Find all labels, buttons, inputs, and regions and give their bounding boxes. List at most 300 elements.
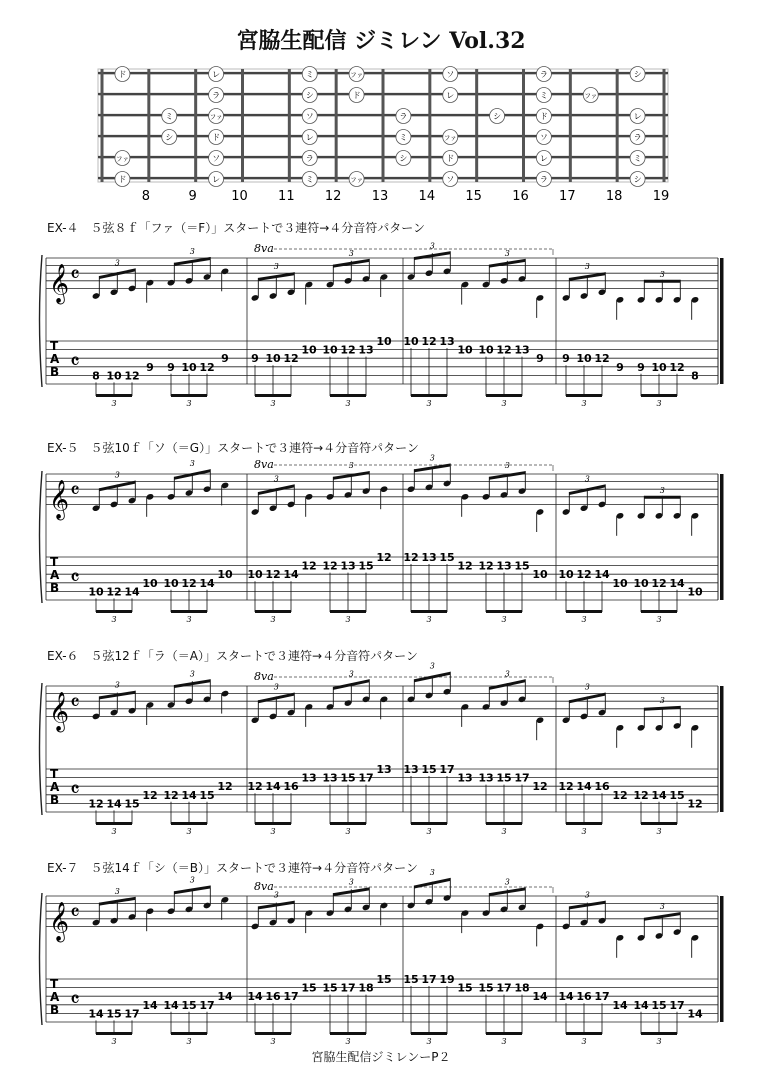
tab-fret-number: 12 (669, 360, 685, 374)
note-label: ファ (443, 134, 457, 142)
tab-fret-number: 15 (106, 1007, 122, 1021)
tab-beam (255, 822, 291, 825)
tab-fret-number: 13 (478, 771, 494, 785)
note-label: ラ (399, 112, 408, 121)
tab-fret-number: 14 (633, 998, 649, 1012)
note-label: レ (446, 91, 455, 100)
tab-tuplet-number: 3 (426, 1037, 432, 1046)
tuplet-number: 3 (504, 461, 510, 471)
tab-fret-number: 10 (265, 352, 281, 366)
tab-beam (486, 1032, 522, 1035)
tab-tuplet-number: 3 (186, 399, 192, 408)
note-label: ド (352, 91, 361, 100)
fret-wire (147, 69, 150, 182)
tab-time-signature: 𝄴 (70, 350, 80, 375)
tab-fret-number: 15 (496, 771, 512, 785)
tab-fret-number: 16 (283, 780, 299, 794)
tab-fret-number: 17 (340, 981, 356, 995)
tab-beam (486, 394, 522, 397)
tab-tuplet-number: 3 (186, 615, 192, 624)
fret-wire (569, 69, 572, 182)
tab-beam (411, 822, 447, 825)
tab-fret-number: 12 (124, 369, 140, 383)
time-signature: 𝄴 (70, 690, 80, 716)
tab-fret-number: 9 (637, 360, 645, 374)
fret-number: 14 (418, 189, 436, 204)
tab-beam (171, 394, 207, 397)
tab-fret-number: 15 (358, 559, 374, 573)
tab-fret-number: 12 (594, 352, 610, 366)
tab-tuplet-number: 3 (581, 827, 587, 836)
tab-beam (641, 394, 677, 397)
tab-tuplet-number: 3 (656, 827, 662, 836)
fret-number: 17 (559, 189, 576, 204)
tab-time-signature: 𝄴 (70, 778, 80, 803)
tab-fret-number: 14 (142, 998, 158, 1012)
tab-fret-number: 14 (651, 788, 667, 802)
tab-fret-number: 12 (340, 343, 356, 357)
tab-fret-number: 12 (558, 780, 574, 794)
tab-fret-number: 10 (633, 576, 649, 590)
tab-fret-number: 13 (403, 763, 419, 776)
system-bracket (40, 683, 43, 815)
tab-fret-number: 10 (88, 585, 104, 599)
note-label: ソ (446, 175, 455, 184)
tuplet-number: 3 (114, 258, 120, 268)
tuplet-number: 3 (584, 890, 590, 900)
fret-number: 8 (141, 189, 150, 204)
time-signature: 𝄴 (70, 478, 80, 504)
example-title: EX-４ ５弦８ｆ「ファ（＝F）」スタートで３連符→４分音符パターン (47, 221, 426, 235)
tab-fret-number: 12 (633, 788, 649, 802)
note-label: ファ (350, 176, 364, 184)
tab-tuplet-number: 3 (345, 827, 351, 836)
tab-beam (96, 394, 132, 397)
tab-fret-number: 12 (181, 576, 197, 590)
tab-fret-number: 14 (217, 990, 233, 1004)
fret-number: 10 (231, 189, 248, 204)
tab-fret-number: 17 (439, 763, 455, 776)
tab-tuplet-number: 3 (656, 399, 662, 408)
tab-clef-letter: A (50, 568, 60, 582)
tab-fret-number: 14 (687, 1007, 703, 1021)
tab-beam (566, 610, 602, 613)
tab-beam (641, 610, 677, 613)
tab-fret-number: 12 (612, 788, 628, 802)
tuplet-number: 3 (273, 682, 279, 692)
tab-fret-number: 13 (514, 343, 530, 357)
time-signature: 𝄴 (70, 900, 80, 926)
tab-fret-number: 15 (340, 771, 356, 785)
tab-fret-number: 17 (283, 990, 299, 1004)
tab-beam (255, 394, 291, 397)
tab-clef-letter: T (50, 555, 59, 569)
tab-fret-number: 14 (594, 568, 610, 582)
ottava-mark: 8va (254, 670, 274, 683)
note-label: ソ (539, 133, 548, 142)
tab-clef-letter: B (50, 793, 60, 807)
note-label: ド (539, 112, 548, 121)
tuplet-number: 3 (189, 875, 195, 885)
tuplet-number: 3 (429, 241, 435, 251)
note-label: ソ (305, 112, 314, 121)
tab-fret-number: 10 (181, 360, 197, 374)
tab-fret-number: 10 (403, 335, 419, 348)
tuplet-number: 3 (273, 474, 279, 484)
example-staff (0, 661, 762, 843)
system-bracket (40, 255, 43, 387)
fret-wire (241, 69, 244, 182)
tuplet-number: 3 (504, 877, 510, 887)
tuplet-number: 3 (584, 682, 590, 692)
tab-fret-number: 9 (251, 352, 259, 366)
fret-number: 16 (512, 189, 529, 204)
tuplet-number: 3 (429, 867, 435, 877)
tab-fret-number: 10 (532, 568, 548, 582)
tab-fret-number: 12 (199, 360, 215, 374)
tab-fret-number: 8 (691, 369, 699, 383)
ottava-mark: 8va (254, 458, 274, 471)
fret-number: 13 (371, 189, 389, 204)
tab-fret-number: 14 (558, 990, 574, 1004)
note-label: ファ (350, 71, 364, 79)
fret-number: 15 (465, 189, 482, 204)
tab-tuplet-number: 3 (345, 1037, 351, 1046)
page-title: 宮脇生配信 ジミレン Vol.32 (236, 28, 526, 54)
tab-beam (96, 1032, 132, 1035)
note-label: シ (633, 175, 642, 184)
tab-beam (330, 610, 366, 613)
note-label: ファ (115, 155, 129, 163)
tab-fret-number: 15 (301, 981, 317, 995)
tab-tuplet-number: 3 (581, 399, 587, 408)
note-label: ソ (446, 70, 455, 79)
tab-fret-number: 14 (576, 780, 592, 794)
tab-fret-number: 17 (199, 998, 215, 1012)
note-label: ミ (539, 91, 548, 100)
tab-tuplet-number: 3 (656, 1037, 662, 1046)
tab-beam (330, 1032, 366, 1035)
tab-fret-number: 12 (478, 559, 494, 573)
tab-fret-number: 15 (322, 981, 338, 995)
fret-wire (475, 69, 478, 182)
tuplet-number: 3 (504, 248, 510, 258)
tab-beam (171, 1032, 207, 1035)
tab-fret-number: 12 (457, 559, 473, 573)
tab-fret-number: 10 (247, 568, 263, 582)
tab-fret-number: 8 (92, 369, 100, 383)
tab-fret-number: 17 (594, 990, 610, 1004)
tab-beam (411, 610, 447, 613)
fret-number: 18 (605, 189, 623, 204)
fret-wire (288, 69, 291, 182)
tab-beam (486, 822, 522, 825)
tab-fret-number: 10 (457, 343, 473, 357)
tuplet-number: 3 (584, 262, 590, 272)
fret-wire (335, 69, 338, 182)
time-signature: 𝄴 (70, 262, 80, 288)
tab-beam (641, 822, 677, 825)
tab-tuplet-number: 3 (426, 399, 432, 408)
tuplet-number: 3 (348, 461, 354, 471)
tab-fret-number: 14 (283, 568, 299, 582)
tab-fret-number: 14 (106, 797, 122, 811)
note-label: ド (118, 175, 127, 184)
note-label: レ (212, 175, 221, 184)
tab-fret-number: 10 (217, 568, 233, 582)
tuplet-number: 3 (114, 886, 120, 896)
note-label: ファ (209, 113, 223, 121)
tab-fret-number: 12 (532, 780, 548, 794)
tuplet-number: 3 (504, 669, 510, 679)
tuplet-number: 3 (659, 269, 665, 279)
tab-tuplet-number: 3 (581, 1037, 587, 1046)
tab-fret-number: 15 (514, 559, 530, 573)
tab-fret-number: 15 (651, 998, 667, 1012)
note-label: レ (633, 112, 642, 121)
final-barline (720, 896, 724, 1022)
tab-fret-number: 14 (612, 998, 628, 1012)
tab-fret-number: 15 (124, 797, 140, 811)
tab-tuplet-number: 3 (501, 1037, 507, 1046)
tab-tuplet-number: 3 (270, 827, 276, 836)
note-label: シ (399, 154, 408, 163)
tab-beam (566, 822, 602, 825)
tab-fret-number: 15 (421, 763, 437, 776)
tab-fret-number: 12 (247, 780, 263, 794)
tab-fret-number: 12 (376, 551, 392, 564)
tab-fret-number: 12 (322, 559, 338, 573)
fret-number: 9 (188, 189, 197, 204)
tuplet-number: 3 (114, 680, 120, 690)
tab-beam (411, 394, 447, 397)
tab-fret-number: 16 (576, 990, 592, 1004)
tuplet-number: 3 (659, 902, 665, 912)
tab-beam (486, 610, 522, 613)
tuplet-number: 3 (189, 247, 195, 256)
tab-fret-number: 15 (199, 788, 215, 802)
tab-clef-letter: B (50, 1003, 60, 1017)
tab-fret-number: 12 (106, 585, 122, 599)
beam (644, 280, 680, 283)
example-title: EX-５ ５弦10ｆ「ソ（＝G）」スタートで３連符→４分音符パターン (47, 441, 419, 455)
note-label: ミ (165, 112, 174, 121)
tab-fret-number: 17 (514, 771, 530, 785)
tab-fret-number: 17 (496, 981, 512, 995)
tab-fret-number: 10 (142, 576, 158, 590)
tab-fret-number: 10 (651, 360, 667, 374)
tuplet-number: 3 (114, 470, 120, 480)
tab-fret-number: 14 (265, 780, 281, 794)
tab-fret-number: 12 (283, 352, 299, 366)
tuplet-number: 3 (429, 453, 435, 463)
tuplet-number: 3 (659, 485, 665, 495)
tuplet-number: 3 (348, 669, 354, 679)
page-footer: 宮脇生配信ジミレンーP２ (311, 1050, 451, 1064)
fret-number: 19 (652, 189, 670, 204)
fret-number: 12 (324, 189, 342, 204)
tab-fret-number: 9 (146, 360, 154, 374)
tab-fret-number: 13 (376, 763, 392, 776)
tab-fret-number: 18 (358, 981, 374, 995)
tab-tuplet-number: 3 (111, 827, 117, 836)
note-label: シ (633, 70, 642, 79)
tab-tuplet-number: 3 (270, 399, 276, 408)
tab-fret-number: 14 (199, 576, 215, 590)
tab-beam (641, 1032, 677, 1035)
tab-fret-number: 13 (340, 559, 356, 573)
tab-fret-number: 10 (612, 576, 628, 590)
tab-fret-number: 9 (221, 352, 229, 366)
tab-fret-number: 12 (301, 559, 317, 573)
tab-fret-number: 10 (687, 585, 703, 599)
note-label: ド (446, 154, 455, 163)
example-staff (0, 453, 762, 631)
tab-fret-number: 18 (514, 981, 530, 995)
example-title: EX-７ ５弦14ｆ「シ（＝B）」スタートで３連符→４分音符パターン (47, 861, 418, 875)
tab-fret-number: 17 (421, 973, 437, 986)
tuplet-number: 3 (429, 661, 435, 671)
tab-fret-number: 12 (576, 568, 592, 582)
fret-number: 11 (278, 189, 295, 204)
tab-clef-letter: T (50, 339, 59, 353)
fret-wire (101, 69, 104, 182)
note-label: シ (165, 133, 174, 142)
note-label: ミ (305, 175, 314, 184)
example-title: EX-６ ５弦12ｆ「ラ（＝A）」スタートで３連符→４分音符パターン (47, 649, 418, 663)
tab-fret-number: 9 (167, 360, 175, 374)
final-barline (720, 474, 724, 600)
tab-fret-number: 14 (124, 585, 140, 599)
tab-fret-number: 13 (301, 771, 317, 785)
tab-fret-number: 19 (439, 973, 455, 986)
fret-wire (616, 69, 619, 182)
final-barline (720, 686, 724, 812)
tab-beam (566, 1032, 602, 1035)
tab-fret-number: 16 (594, 780, 610, 794)
tab-fret-number: 15 (669, 788, 685, 802)
tab-fret-number: 10 (478, 343, 494, 357)
tab-fret-number: 12 (496, 343, 512, 357)
tab-fret-number: 12 (421, 335, 437, 348)
tab-time-signature: 𝄴 (70, 566, 80, 591)
tab-fret-number: 15 (181, 998, 197, 1012)
note-label: シ (305, 91, 314, 100)
tab-tuplet-number: 3 (501, 827, 507, 836)
tuplet-number: 3 (584, 474, 590, 484)
tab-fret-number: 10 (301, 343, 317, 357)
system-bracket (40, 893, 43, 1025)
tab-fret-number: 14 (669, 576, 685, 590)
tab-fret-number: 17 (358, 771, 374, 785)
tab-fret-number: 13 (496, 559, 512, 573)
tab-fret-number: 12 (687, 797, 703, 811)
tab-fret-number: 13 (358, 343, 374, 357)
note-label: レ (212, 70, 221, 79)
tab-fret-number: 14 (88, 1007, 104, 1021)
fret-wire (382, 69, 385, 182)
tuplet-number: 3 (659, 695, 665, 705)
tab-tuplet-number: 3 (501, 615, 507, 624)
tab-tuplet-number: 3 (186, 1037, 192, 1046)
tab-fret-number: 13 (421, 551, 437, 564)
tab-beam (255, 610, 291, 613)
note-label: ド (212, 133, 221, 142)
treble-clef: 𝄞 (49, 901, 70, 942)
tab-fret-number: 9 (562, 352, 570, 366)
tuplet-number: 3 (273, 262, 279, 272)
note-label: ラ (539, 70, 548, 79)
tab-beam (330, 394, 366, 397)
tab-fret-number: 12 (142, 788, 158, 802)
tab-fret-number: 15 (439, 551, 455, 564)
tab-fret-number: 10 (106, 369, 122, 383)
note-label: シ (493, 112, 502, 121)
tab-fret-number: 10 (376, 335, 392, 348)
note-label: レ (305, 133, 314, 142)
tab-time-signature: 𝄴 (70, 988, 80, 1013)
tuplet-number: 3 (348, 877, 354, 887)
tab-fret-number: 10 (558, 568, 574, 582)
note-label: ミ (399, 133, 408, 142)
fret-wire (194, 69, 197, 182)
tab-fret-number: 12 (163, 788, 179, 802)
tab-fret-number: 14 (163, 998, 179, 1012)
tuplet-number: 3 (348, 248, 354, 258)
tab-clef-letter: B (50, 581, 60, 595)
final-barline (720, 258, 724, 384)
tab-beam (171, 822, 207, 825)
tab-fret-number: 15 (376, 973, 392, 986)
tab-tuplet-number: 3 (581, 615, 587, 624)
tab-fret-number: 13 (457, 771, 473, 785)
note-label: ラ (212, 91, 221, 100)
note-label: ミ (305, 70, 314, 79)
fret-wire (663, 69, 666, 182)
note-label: ラ (539, 175, 548, 184)
tab-beam (96, 610, 132, 613)
tuplet-number: 3 (189, 669, 195, 679)
tab-tuplet-number: 3 (270, 615, 276, 624)
tab-clef-letter: B (50, 365, 60, 379)
tab-fret-number: 17 (669, 998, 685, 1012)
beam (644, 496, 680, 499)
fret-wire (522, 69, 525, 182)
system-bracket (40, 471, 43, 603)
fretboard-diagram (0, 0, 762, 210)
tab-tuplet-number: 3 (111, 399, 117, 408)
tab-tuplet-number: 3 (345, 399, 351, 408)
example-staff (0, 240, 762, 415)
tab-clef-letter: A (50, 352, 60, 366)
ottava-mark: 8va (254, 880, 274, 893)
tab-fret-number: 15 (478, 981, 494, 995)
treble-clef: 𝄞 (49, 479, 70, 520)
tab-fret-number: 12 (651, 576, 667, 590)
tuplet-number: 3 (273, 890, 279, 900)
tab-tuplet-number: 3 (501, 399, 507, 408)
treble-clef: 𝄞 (49, 691, 70, 732)
note-label: ラ (305, 154, 314, 163)
treble-clef: 𝄞 (49, 263, 70, 304)
tab-tuplet-number: 3 (426, 615, 432, 624)
note-label: ミ (633, 154, 642, 163)
tab-fret-number: 15 (403, 973, 419, 986)
tab-fret-number: 14 (247, 990, 263, 1004)
tab-fret-number: 14 (532, 990, 548, 1004)
tab-fret-number: 13 (439, 335, 455, 348)
ottava-mark: 8va (254, 242, 274, 255)
